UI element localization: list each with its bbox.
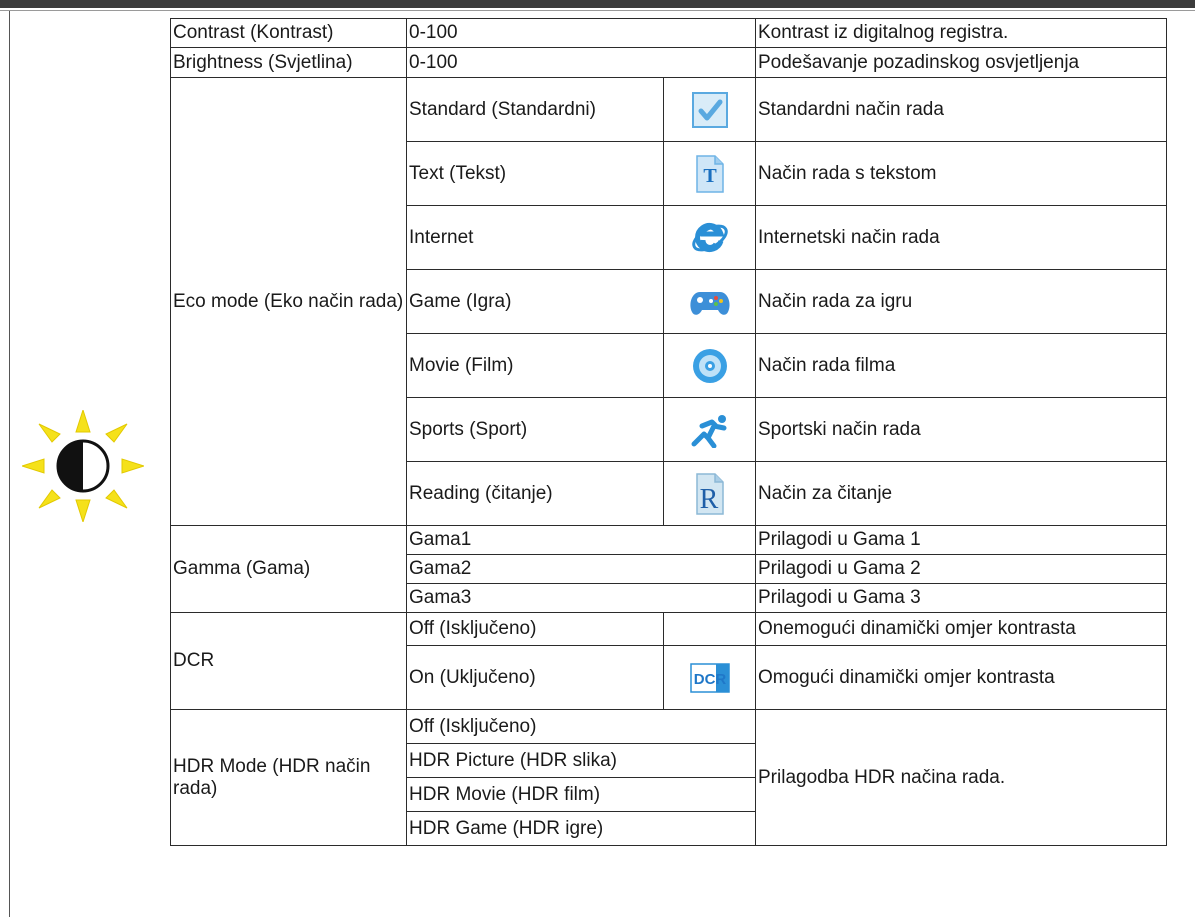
contrast-sun-icon bbox=[22, 410, 144, 522]
eco-option-name: Standard (Standardni) bbox=[407, 78, 664, 142]
internet-explorer-icon bbox=[664, 206, 756, 270]
reading-icon bbox=[664, 462, 756, 526]
eco-option-name: Sports (Sport) bbox=[407, 398, 664, 462]
svg-text:T: T bbox=[702, 164, 717, 187]
table-row-contrast bbox=[171, 19, 1167, 48]
svg-text:R: R bbox=[699, 483, 718, 515]
gamma-option-desc: Prilagodi u Gama 1 bbox=[756, 526, 1167, 555]
row-label-brightness: Brightness (Svjetlina) bbox=[171, 48, 407, 78]
table-row-brightness bbox=[171, 48, 1167, 78]
row-label-gamma: Gamma (Gama) bbox=[171, 526, 407, 613]
hdr-option-name: HDR Picture (HDR slika) bbox=[407, 744, 756, 778]
runner-icon bbox=[664, 398, 756, 462]
row-desc-contrast: Kontrast iz digitalnog registra. bbox=[756, 19, 1167, 48]
eco-option-desc: Sportski način rada bbox=[756, 398, 1167, 462]
eco-option-desc: Način rada s tekstom bbox=[756, 142, 1167, 206]
dcr-option-name: Off (Isključeno) bbox=[407, 613, 664, 646]
hdr-option-name: HDR Game (HDR igre) bbox=[407, 812, 756, 846]
eco-option-desc: Način rada za igru bbox=[756, 270, 1167, 334]
dcr-off-icon-cell bbox=[664, 613, 756, 646]
row-range-contrast: 0-100 bbox=[407, 19, 756, 48]
svg-text:DCR: DCR bbox=[693, 670, 726, 688]
gamma-option-desc: Prilagodi u Gama 2 bbox=[756, 555, 1167, 584]
gamma-option-desc: Prilagodi u Gama 3 bbox=[756, 584, 1167, 613]
eco-option-name: Game (Igra) bbox=[407, 270, 664, 334]
page-top-bar bbox=[0, 0, 1195, 8]
disc-icon bbox=[664, 334, 756, 398]
picture-settings-table bbox=[170, 18, 1167, 846]
row-label-eco: Eco mode (Eko način rada) bbox=[171, 78, 407, 526]
hdr-option-name: HDR Movie (HDR film) bbox=[407, 778, 756, 812]
dcr-option-desc: Onemogući dinamički omjer kontrasta bbox=[756, 613, 1167, 646]
checkbox-icon bbox=[664, 78, 756, 142]
hdr-option-name: Off (Isključeno) bbox=[407, 710, 756, 744]
row-label-hdr: HDR Mode (HDR način rada) bbox=[171, 710, 407, 846]
dcr-option-name: On (Uključeno) bbox=[407, 646, 664, 710]
hdr-desc: Prilagodba HDR načina rada. bbox=[756, 710, 1167, 846]
table-row-dcr-off bbox=[171, 613, 1167, 646]
row-label-contrast: Contrast (Kontrast) bbox=[171, 19, 407, 48]
row-label-dcr: DCR bbox=[171, 613, 407, 710]
eco-option-desc: Način rada filma bbox=[756, 334, 1167, 398]
gamma-option-name: Gama1 bbox=[407, 526, 756, 555]
eco-option-name: Text (Tekst) bbox=[407, 142, 664, 206]
dcr-icon bbox=[664, 646, 756, 710]
gamma-option-name: Gama3 bbox=[407, 584, 756, 613]
gamma-option-name: Gama2 bbox=[407, 555, 756, 584]
table-row-hdr-off bbox=[171, 710, 1167, 744]
dcr-option-desc: Omogući dinamički omjer kontrasta bbox=[756, 646, 1167, 710]
eco-option-name: Reading (čitanje) bbox=[407, 462, 664, 526]
eco-option-name: Movie (Film) bbox=[407, 334, 664, 398]
eco-option-name: Internet bbox=[407, 206, 664, 270]
row-range-brightness: 0-100 bbox=[407, 48, 756, 78]
page-left-rule bbox=[9, 11, 10, 917]
gamepad-icon bbox=[664, 270, 756, 334]
page-top-rule bbox=[0, 10, 1195, 11]
eco-option-desc: Standardni način rada bbox=[756, 78, 1167, 142]
eco-option-desc: Način za čitanje bbox=[756, 462, 1167, 526]
text-mode-icon bbox=[664, 142, 756, 206]
eco-option-desc: Internetski način rada bbox=[756, 206, 1167, 270]
row-desc-brightness: Podešavanje pozadinskog osvjetljenja bbox=[756, 48, 1167, 78]
table-row-eco-standard bbox=[171, 78, 1167, 142]
table-row-gamma-1 bbox=[171, 526, 1167, 555]
